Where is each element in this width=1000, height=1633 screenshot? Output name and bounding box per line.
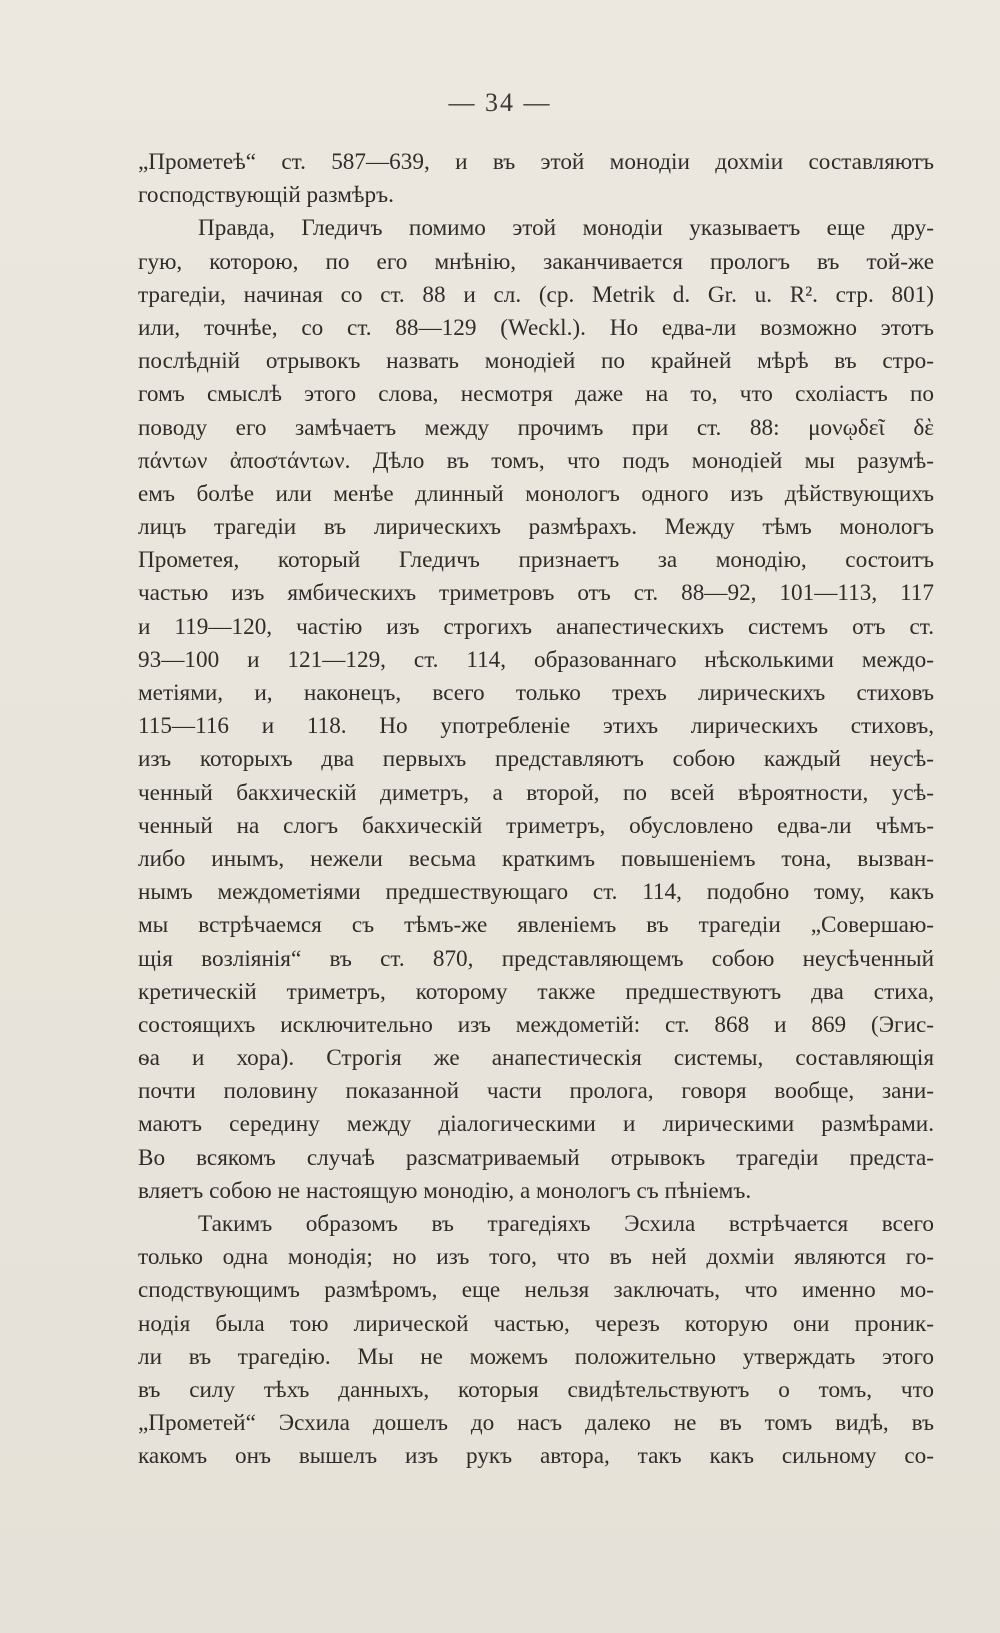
text-line: частью изъ ямбическихъ триметровъ отъ ст. 88—92, 101—113, 117 <box>138 580 934 607</box>
text-line: щія возліянія“ въ ст. 870, представляющемъ собою неусѣченный <box>138 945 934 972</box>
text-line: ченный бакхическій диметръ, а второй, по всей вѣроятности, усѣ- <box>138 779 934 806</box>
text-line: ченный на слогъ бакхическій триметръ, обусловлено едва-ли чѣмъ- <box>138 812 934 839</box>
text-line: трагедіи, начиная со ст. 88 и сл. (ср. Metrik d. Gr. u. R². стр. 801) <box>138 281 934 308</box>
text-line: только одна монодія; но изъ того, что въ ней дохміи являются го- <box>138 1244 934 1271</box>
text-line: Во всякомъ случаѣ разсматриваемый отрывокъ трагедіи предста- <box>138 1144 934 1171</box>
text-line: Правда, Гледичъ помимо этой монодіи указываетъ еще дру- <box>198 215 934 242</box>
text-line: нымъ междометіями предшествующаго ст. 114, подобно тому, какъ <box>138 879 934 906</box>
text-line: состоящихъ исключительно изъ междометій: ст. 868 и 869 (Эгис- <box>138 1011 934 1038</box>
text-line: въ силу тѣхъ данныхъ, которыя свидѣтельствуютъ о томъ, что <box>138 1376 934 1403</box>
text-line: гую, которою, по его мнѣнію, заканчивается прологъ въ той-же <box>138 248 934 275</box>
text-line: 93—100 и 121—129, ст. 114, образованнаго нѣсколькими междо- <box>138 646 934 673</box>
text-line: вляетъ собою не настоящую монодію, а монологъ съ пѣніемъ. <box>138 1177 752 1204</box>
text-line: какомъ онъ вышелъ изъ рукъ автора, такъ какъ сильному со- <box>138 1443 934 1470</box>
text-line: 115—116 и 118. Но употребленіе этихъ лирическихъ стиховъ, <box>138 713 934 740</box>
text-line: господствующій размѣръ. <box>138 182 394 209</box>
page-number: — 34 — <box>448 88 552 117</box>
text-line: кретическій триметръ, которому также предшествуютъ два стиха, <box>138 978 934 1005</box>
text-line: поводу его замѣчаетъ между прочимъ при ст. 88: μονῳδεῖ δὲ <box>138 414 934 441</box>
text-line: или, точнѣе, со ст. 88—129 (Weckl.). Но едва-ли возможно этотъ <box>138 314 934 341</box>
text-line: лицъ трагедіи въ лирическихъ размѣрахъ. Между тѣмъ монологъ <box>138 514 934 541</box>
text-line: послѣдній отрывокъ назвать монодіей по крайней мѣрѣ въ стро- <box>138 348 934 375</box>
body-text <box>138 146 934 1474</box>
text-line: метіями, и, наконецъ, всего только трехъ лирическихъ стиховъ <box>138 680 934 706</box>
text-line: ѳа и хора). Строгія же анапестическія системы, составляющія <box>138 1045 934 1072</box>
text-line: и 119—120, частію изъ строгихъ анапестическихъ системъ отъ ст. <box>138 613 934 640</box>
text-line: почти половину показанной части пролога, говоря вообще, зани- <box>138 1078 934 1105</box>
text-line: сподствующимъ размѣромъ, еще нельзя заключать, что именно мо- <box>138 1277 934 1304</box>
text-line: ли въ трагедію. Мы не можемъ положительно утверждать этого <box>138 1343 934 1370</box>
text-line: емъ болѣе или менѣе длинный монологъ одного изъ дѣйствующихъ <box>138 480 934 507</box>
text-line: πάντων ἀποστάντων. Дѣло въ томъ, что подъ монодіей мы разумѣ- <box>138 447 934 474</box>
text-line: нодія была тою лирической частью, черезъ которую они проник- <box>138 1310 934 1337</box>
text-line: „Прометей“ Эсхила дошелъ до насъ далеко не въ томъ видѣ, въ <box>138 1410 934 1437</box>
text-line: изъ которыхъ два первыхъ представляютъ собою каждый неусѣ- <box>138 746 934 773</box>
text-line: Прометея, который Гледичъ признаетъ за монодію, состоитъ <box>138 547 934 574</box>
text-line: „Прометеѣ“ ст. 587—639, и въ этой монодіи дохміи составляютъ <box>138 149 934 175</box>
text-line: Такимъ образомъ въ трагедіяхъ Эсхила встрѣчается всего <box>198 1211 934 1237</box>
text-line: мы встрѣчаемся съ тѣмъ-же явленіемъ въ трагедіи „Совершаю- <box>138 912 934 939</box>
text-line: маютъ середину между діалогическими и лирическими размѣрами. <box>138 1111 934 1138</box>
text-line: гомъ смыслѣ этого слова, несмотря даже на то, что схоліастъ по <box>138 381 934 408</box>
text-line: либо инымъ, нежели весьма краткимъ повышеніемъ тона, вызван- <box>138 845 934 872</box>
